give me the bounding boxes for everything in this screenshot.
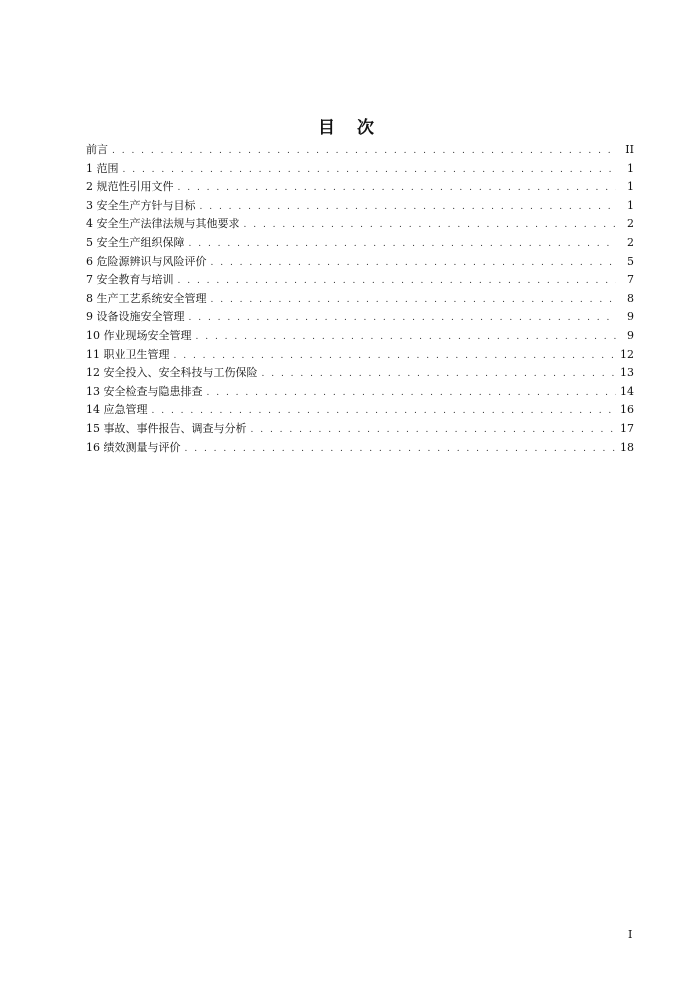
toc-leader-dots — [189, 235, 617, 254]
toc-entry-page: 14 — [620, 384, 634, 398]
toc-entry-page: 9 — [627, 310, 634, 324]
toc-leader-dots — [211, 291, 617, 310]
toc-entry[interactable] — [86, 234, 634, 253]
toc-entry[interactable] — [86, 271, 634, 290]
toc-leader-dots — [185, 440, 617, 459]
toc-entry-page: 1 — [627, 180, 634, 194]
toc-entry-page: 16 — [620, 403, 634, 417]
toc-entry-title: 3 安全生产方针与目标 — [86, 198, 196, 212]
toc-entry-title: 2 规范性引用文件 — [86, 180, 174, 194]
toc-leader-dots — [152, 402, 617, 421]
toc-leader-dots — [189, 309, 617, 328]
toc-entry-page: 17 — [620, 421, 634, 435]
toc-entry-title: 14 应急管理 — [86, 403, 148, 417]
toc-entry-title: 8 生产工艺系统安全管理 — [86, 291, 207, 305]
toc-leader-dots — [178, 179, 617, 198]
toc-entry-page: 18 — [620, 440, 634, 454]
toc-entry-title: 5 安全生产组织保障 — [86, 235, 185, 249]
toc-entry-title: 4 安全生产法律法规与其他要求 — [86, 217, 240, 231]
toc-entry[interactable] — [86, 253, 634, 272]
toc-entry[interactable] — [86, 420, 634, 439]
toc-entry[interactable] — [86, 346, 634, 365]
toc-entry-page: 1 — [627, 161, 634, 175]
toc-leader-dots — [200, 198, 617, 217]
toc-entry-page: 7 — [627, 273, 634, 287]
toc-entry[interactable] — [86, 401, 634, 420]
toc-entry[interactable] — [86, 308, 634, 327]
toc-entry-title: 11 职业卫生管理 — [86, 347, 170, 361]
toc-leader-dots — [174, 347, 617, 366]
toc-entry-title: 6 危险源辨识与风险评价 — [86, 254, 207, 268]
toc-leader-dots — [207, 384, 617, 403]
toc-leader-dots — [251, 421, 617, 440]
toc-entry[interactable] — [86, 439, 634, 458]
toc-entry-page: II — [625, 143, 634, 156]
toc-entry-title: 7 安全教育与培训 — [86, 273, 174, 287]
toc-entry-title: 9 设备设施安全管理 — [86, 310, 185, 324]
toc-leader-dots — [196, 328, 617, 347]
toc-leader-dots — [244, 216, 617, 235]
toc-leader-dots — [123, 161, 617, 180]
toc-entry-title: 12 安全投入、安全科技与工伤保险 — [86, 366, 258, 380]
toc-entry[interactable] — [86, 160, 634, 179]
toc-entry[interactable] — [86, 215, 634, 234]
toc-entry[interactable] — [86, 290, 634, 309]
toc-entry-page: 2 — [627, 235, 634, 249]
toc-entry[interactable] — [86, 178, 634, 197]
toc-entry[interactable] — [86, 197, 634, 216]
toc-entry-page: 5 — [627, 254, 634, 268]
toc-entry-page: 12 — [620, 347, 634, 361]
page-number: I — [628, 928, 633, 941]
toc-leader-dots — [178, 272, 617, 291]
toc-leader-dots — [211, 254, 617, 273]
toc-entry[interactable] — [86, 141, 634, 160]
toc-entry-title: 1 范围 — [86, 161, 119, 175]
toc-entry-title: 前言 — [86, 143, 108, 156]
toc-entry[interactable] — [86, 364, 634, 383]
toc-entry-page: 13 — [620, 366, 634, 380]
toc-entry-title: 13 安全检查与隐患排查 — [86, 384, 203, 398]
table-of-contents — [86, 141, 634, 457]
toc-leader-dots — [262, 365, 617, 384]
toc-leader-dots — [112, 142, 616, 161]
toc-entry-page: 9 — [627, 328, 634, 342]
toc-entry[interactable] — [86, 383, 634, 402]
toc-entry-title: 15 事故、事件报告、调查与分析 — [86, 421, 247, 435]
toc-entry-page: 1 — [627, 198, 634, 212]
toc-entry-page: 8 — [627, 291, 634, 305]
toc-entry[interactable] — [86, 327, 634, 346]
toc-entry-title: 16 绩效测量与评价 — [86, 440, 181, 454]
toc-entry-page: 2 — [627, 217, 634, 231]
page-title: 目 次 — [318, 118, 382, 138]
toc-entry-title: 10 作业现场安全管理 — [86, 328, 192, 342]
